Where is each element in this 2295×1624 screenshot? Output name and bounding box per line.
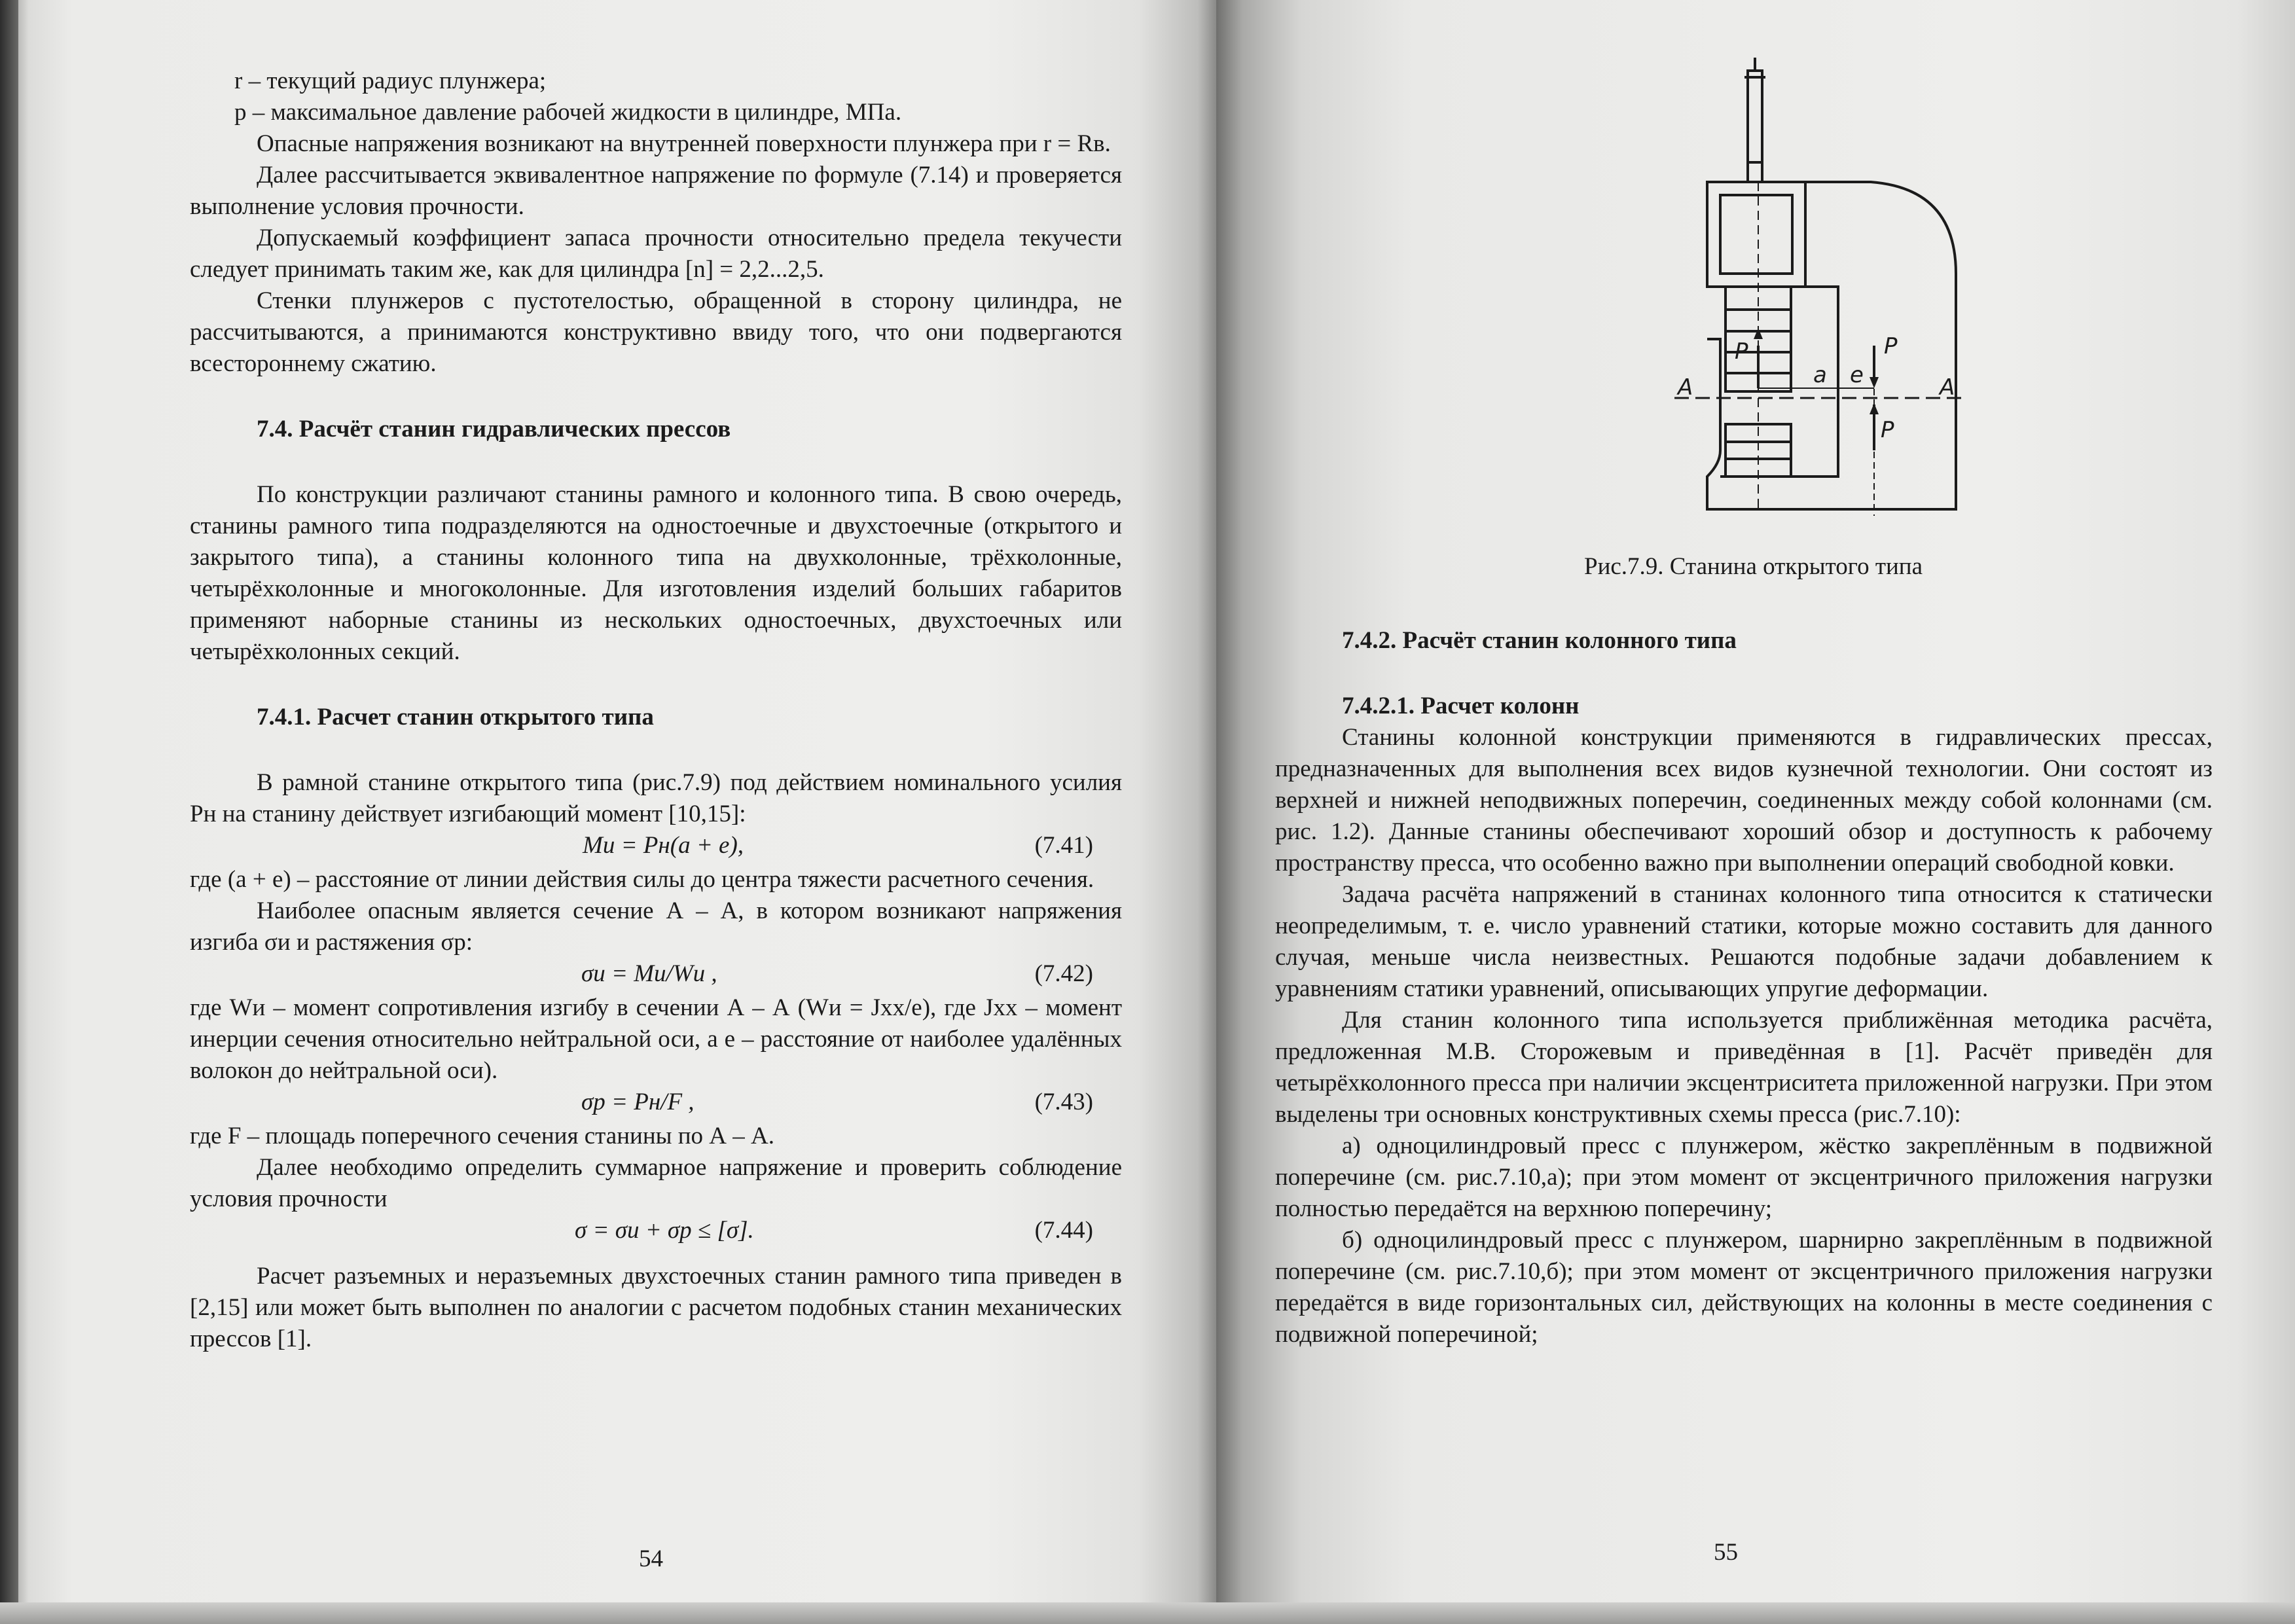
section-heading: 7.4. Расчёт станин гидравлических прессов bbox=[257, 416, 731, 442]
equation-number: (7.42) bbox=[1034, 960, 1093, 987]
equation-number: (7.41) bbox=[1034, 832, 1093, 859]
formula-7-41 bbox=[190, 830, 1122, 864]
paragraph: где Wи – момент сопротивления изгибу в сечении А – А (Wи = Jxx/e), где Jxx – момент инерции сечения относительно нейтральной оси, а e – расстояние от наиболее удалённых волокон до нейтральной оси). bbox=[190, 994, 1122, 1084]
formula-7-44 bbox=[190, 1215, 1122, 1249]
definition-p: p – максимальное давление рабочей жидкости в цилиндре, МПа. bbox=[234, 99, 902, 126]
paragraph: где (a + e) – расстояние от линии действия силы до центра тяжести расчетного сечения. bbox=[190, 866, 1094, 893]
label-dim-a: a bbox=[1813, 362, 1827, 388]
label-section-right: А bbox=[1940, 374, 1955, 401]
section-heading: 7.4.2. Расчёт станин колонного типа bbox=[1342, 627, 1737, 654]
figure-caption: Рис.7.9. Станина открытого типа bbox=[1584, 553, 1923, 580]
list-item-b: б) одноцилиндровый пресс с плунжером, шарнирно закреплённым в подвижной поперечине (см. рис.7.10,б); при этом момент от эксцентричного приложения нагрузки передаётся в виде горизонтальных сил, действующих на колонны в месте соединения с подвижной поперечиной; bbox=[1275, 1227, 2213, 1348]
formula-7-43 bbox=[190, 1087, 1122, 1121]
paragraph: Станины колонной конструкции применяются в гидравлических прессах, предназначенных для выполнения всех видов кузнечной технологии. Они состоят из верхней и нижней неподвижных поперечин, соединенных между собой колоннами (см. рис. 1.2). Данные станины обеспечивают хороший обзор и доступность к рабочему пространству пресса, что особенно важно при выполнении операций свободной ковки. bbox=[1275, 724, 2213, 876]
formula-7-42 bbox=[190, 958, 1122, 992]
right-page-text bbox=[1275, 625, 2213, 1350]
paragraph: Стенки плунжеров с пустотелостью, обращенной в сторону цилиндра, не рассчитываются, а принимаются конструктивно ввиду того, что они подвергаются всестороннему сжатию. bbox=[190, 287, 1122, 377]
paragraph: Допускаемый коэффициент запаса прочности относительно предела текучести следует принимать таким же, как для цилиндра [n] = 2,2...2,5. bbox=[190, 225, 1122, 283]
figure-open-frame-press bbox=[1648, 58, 1976, 535]
label-force-inner: P bbox=[1735, 338, 1748, 365]
formula-expression: σр = Pн/F , bbox=[581, 1089, 695, 1115]
label-section-left: А bbox=[1678, 374, 1693, 401]
paragraph: Для станин колонного типа используется приближённая методика расчёта, предложенная М.В. Сторожевым и приведённая в [1]. Расчёт приведён для четырёхколонного пресса при наличии эксцентриситета приложенной нагрузки. При этом выделены три основных конструктивных схемы пресса (рис.7.10): bbox=[1275, 1007, 2213, 1128]
list-item-a: а) одноцилиндровый пресс с плунжером, жёстко закреплённым в подвижной поперечине (см. рис.7.10,а); при этом момент от эксцентричного приложения нагрузки полностью передаётся на верхнюю поперечину; bbox=[1275, 1132, 2213, 1222]
scan-bottom-edge bbox=[0, 1602, 2295, 1624]
paragraph: Далее рассчитывается эквивалентное напряжение по формуле (7.14) и проверяется выполнение условия прочности. bbox=[190, 162, 1122, 220]
paragraph: Расчет разъемных и неразъемных двухстоечных станин рамного типа приведен в [2,15] или может быть выполнен по аналогии с расчетом подобных станин механических прессов [1]. bbox=[190, 1263, 1122, 1352]
paragraph: Задача расчёта напряжений в станинах колонного типа относится к статически неопределимым, т. е. число уравнений статики, которые можно составить для данного случая, меньше числа неизвестных. Решаются подобные задачи добавлением к уравнениям статики уравнений, описывающих упругие деформации. bbox=[1275, 881, 2213, 1002]
label-force-top: P bbox=[1884, 333, 1898, 359]
left-page-text bbox=[190, 65, 1122, 1355]
subsection-heading: 7.4.1. Расчет станин открытого типа bbox=[257, 704, 654, 731]
page-number: 54 bbox=[639, 1545, 663, 1572]
definition-r: r – текущий радиус плунжера; bbox=[234, 67, 547, 94]
page-number: 55 bbox=[1714, 1539, 1738, 1566]
label-dim-e: e bbox=[1850, 362, 1864, 388]
paragraph: По конструкции различают станины рамного и колонного типа. В свою очередь, станины рамного типа подразделяются на одностоечные и двухстоечные (открытого и закрытого типа), а станины колонного типа на двухколонные, трёхколонные, четырёхколонные и многоколонные. Для изготовления изделий больших габаритов применяют наборные станины из нескольких одностоечных, двухстоечных или четырёхколонных секций. bbox=[190, 481, 1122, 665]
plunger-rod bbox=[1748, 71, 1762, 162]
paragraph: Наиболее опасным является сечение А – А, в котором возникают напряжения изгиба σи и растяжения σр: bbox=[190, 897, 1122, 956]
formula-expression: σ = σи + σр ≤ [σ]. bbox=[575, 1217, 754, 1244]
force-arrow-down bbox=[1870, 377, 1879, 388]
paragraph: Далее необходимо определить суммарное напряжение и проверить соблюдение условия прочности bbox=[190, 1154, 1122, 1212]
equation-number: (7.44) bbox=[1034, 1217, 1093, 1244]
formula-expression: σи = Mи/Wи , bbox=[581, 960, 717, 987]
force-arrow-inner bbox=[1754, 328, 1763, 339]
cylinder bbox=[1707, 182, 1805, 287]
paragraph: Опасные напряжения возникают на внутренней поверхности плунжера при r = Rв. bbox=[257, 130, 1111, 157]
formula-expression: Mи = Pн(a + e), bbox=[583, 832, 744, 859]
label-force-bottom: P bbox=[1881, 417, 1894, 443]
paragraph: В рамной станине открытого типа (рис.7.9) под действием номинального усилия Pн на станину действует изгибающий момент [10,15]: bbox=[190, 769, 1122, 827]
subsection-heading: 7.4.2.1. Расчет колонн bbox=[1342, 693, 1580, 719]
equation-number: (7.43) bbox=[1034, 1089, 1093, 1115]
book-edge-shadow bbox=[0, 0, 18, 1624]
force-arrow-up bbox=[1870, 403, 1879, 414]
cylinder-bore bbox=[1720, 195, 1792, 274]
paragraph: где F – площадь поперечного сечения станины по А – А. bbox=[190, 1123, 774, 1149]
